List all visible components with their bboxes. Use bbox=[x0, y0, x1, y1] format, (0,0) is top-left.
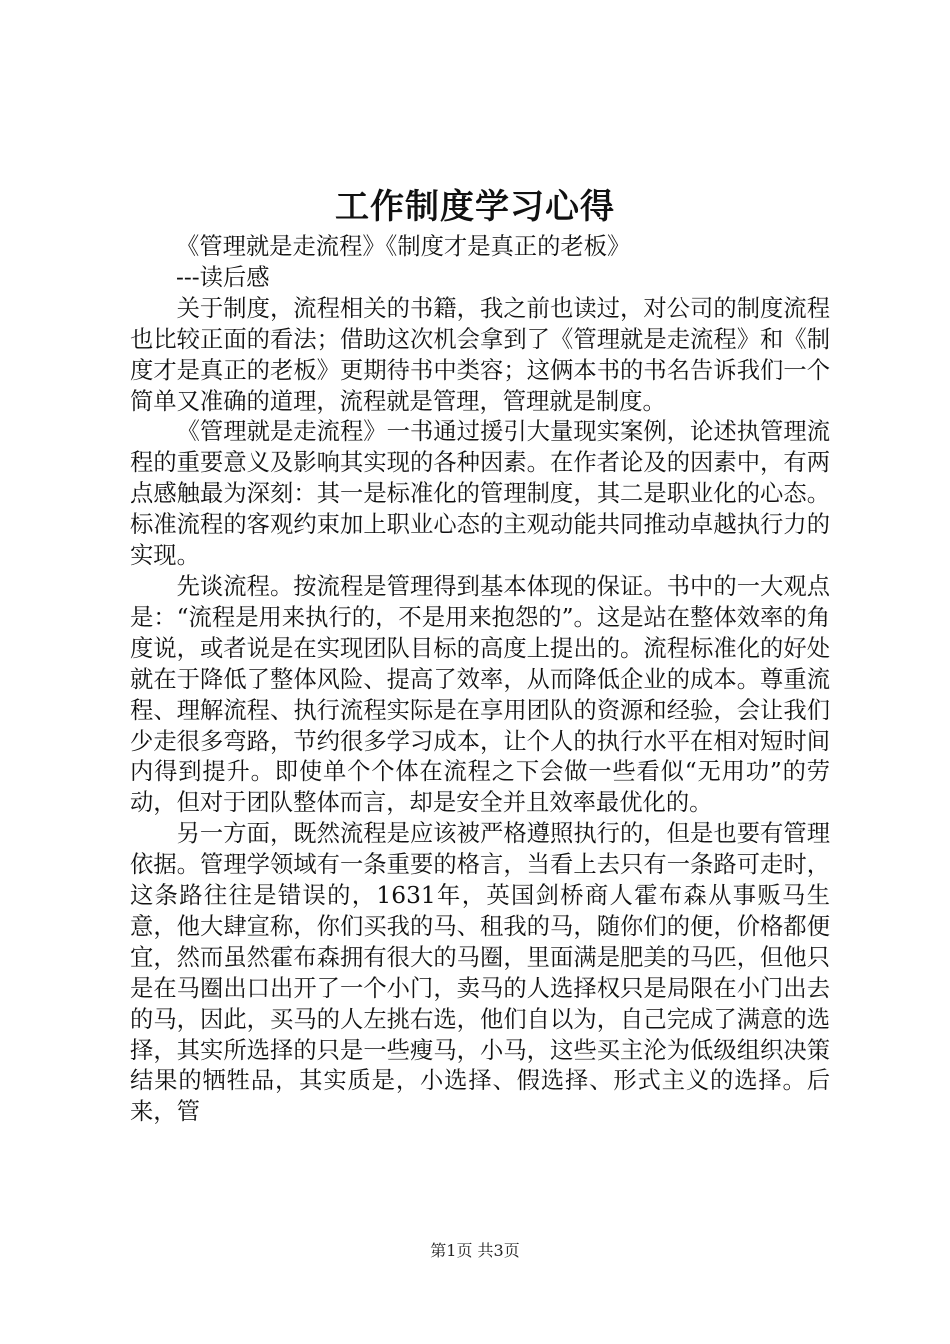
document-body bbox=[130, 232, 830, 1128]
paragraph: 关于制度，流程相关的书籍，我之前也读过，对公司的制度流程也比较正面的看法；借助这次机会拿到了《管理就是走流程》和《制度才是真正的老板》更期待书中类容；这俩本书的书名告诉我们一个简单又准确的道理，流程就是管理，管理就是制度。 bbox=[130, 294, 830, 415]
paragraph: 另一方面，既然流程是应该被严格遵照执行的，但是也要有管理依据。管理学领域有一条重要的格言，当看上去只有一条路可走时，这条路往往是错误的，1631年，英国剑桥商人霍布森从事贩马生意，他大肆宣称，你们买我的马、租我的马，随你们的便，价格都便宜，然而虽然霍布森拥有很大的马圈，里面满是肥美的马匹，但他只是在马圈出口出开了一个小门，卖马的人选择权只是局限在小门出去的马，因此，买马的人左挑右选，他们自以为，自己完成了满意的选择，其实所选择的只是一些瘦马，小马，这些买主沦为低级组织决策结果的牺牲品，其实质是，小选择、假选择、形式主义的选择。后来，管 bbox=[130, 820, 830, 1126]
book-titles-line: 《管理就是走流程》《制度才是真正的老板》 bbox=[176, 233, 631, 260]
page-number-footer: 第1页 共3页 bbox=[430, 1241, 520, 1260]
document-title: 工作制度学习心得 bbox=[335, 187, 615, 227]
paragraph: 《管理就是走流程》一书通过援引大量现实案例，论述执管理流程的重要意义及影响其实现的各种因素。在作者论及的因素中，有两点感触最为深刻：其一是标准化的管理制度，其二是职业化的心态。标准流程的客观约束加上职业心态的主观动能共同推动卓越执行力的实现。 bbox=[130, 418, 830, 570]
paragraph: 先谈流程。按流程是管理得到基本体现的保证。书中的一大观点是：“流程是用来执行的，不是用来抱怨的”。这是站在整体效率的角度说，或者说是在实现团队目标的高度上提出的。流程标准化的好处就在于降低了整体风险、提高了效率，从而降低企业的成本。尊重流程、理解流程、执行流程实际是在享用团队的资源和经验，会让我们少走很多弯路，节约很多学习成本，让个人的执行水平在相对短时间内得到提升。即使单个个体在流程之下会做一些看似“无用功”的劳动，但对于团队整体而言，却是安全并且效率最优化的。 bbox=[130, 572, 830, 817]
review-suffix-line: ---读后感 bbox=[176, 263, 270, 291]
